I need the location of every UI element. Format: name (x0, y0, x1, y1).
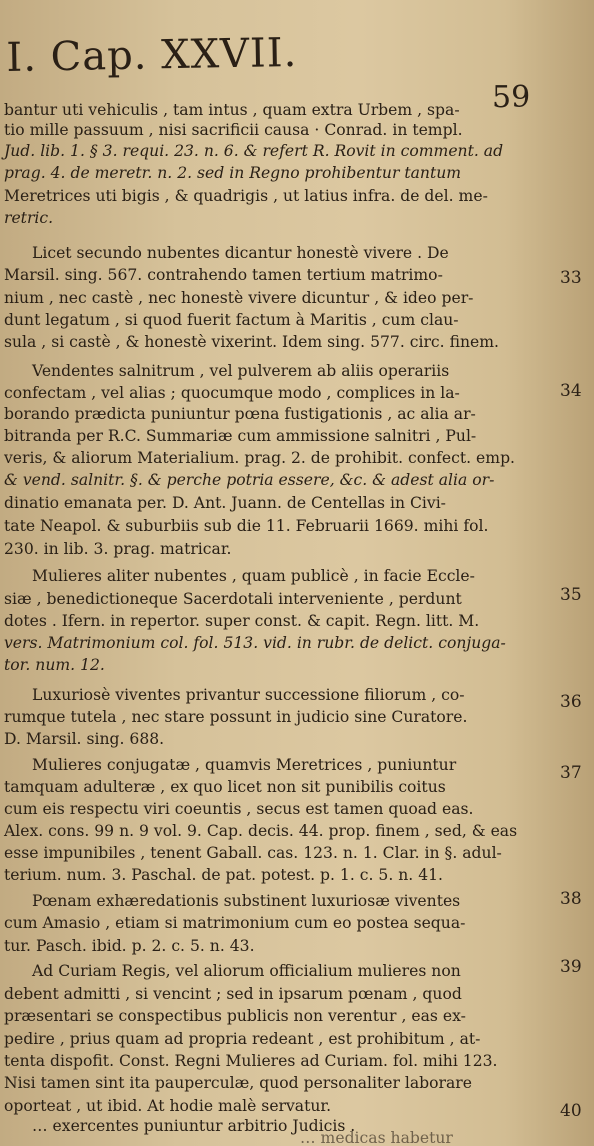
text-line: tor. num. 12. (4, 656, 105, 674)
text-line: prag. 4. de meretr. n. 2. sed in Regno prohibentur tantum (4, 164, 462, 182)
text-line: Nisi tamen sint ita pauperculæ, quod personaliter laborare (4, 1074, 472, 1092)
margin-number: 34 (560, 381, 582, 401)
text-line: tenta dispofit. Const. Regni Mulieres ad Curiam. fol. mihi 123. (4, 1052, 498, 1070)
text-line: Meretrices uti bigis , & quadrigis , ut latius infra. de del. me- (4, 187, 488, 205)
text-line: tamquam adulteræ , ex quo licet non sit punibilis coitus (4, 778, 446, 796)
margin-number: 33 (560, 268, 582, 288)
margin-number: 38 (560, 889, 582, 909)
text-line: dotes . Ifern. in repertor. super const. & capit. Regn. litt. M. (4, 612, 480, 630)
paragraph-first-line: Ad Curiam Regis, vel aliorum officialium mulieres non (32, 962, 461, 980)
text-line: bantur uti vehiculis , tam intus , quam extra Urbem , spa- (4, 101, 460, 119)
text-line: borando prædicta puniuntur pœna fustigationis , ac alia ar- (4, 405, 476, 423)
text-line: esse impunibiles , tenent Gaball. cas. 123. n. 1. Clar. in §. adul- (4, 844, 502, 862)
margin-number: 36 (560, 692, 582, 712)
margin-number-column (560, 0, 594, 1146)
text-line: tur. Pasch. ibid. p. 2. c. 5. n. 43. (4, 937, 255, 955)
text-line: debent admitti , si vencint ; sed in ipsarum pœnam , quod (4, 985, 462, 1003)
text-line: … medicas habetur (300, 1129, 453, 1146)
text-line: nium , nec castè , nec honestè vivere dicuntur , & ideo per- (4, 289, 474, 307)
running-title: I. Cap. XXVII. (6, 29, 298, 81)
text-line: oporteat , ut ibid. At hodie malè servatur. (4, 1097, 332, 1115)
text-line: veris, & aliorum Materialium. prag. 2. de prohibit. confect. emp. (4, 449, 516, 467)
margin-number: 35 (560, 585, 582, 605)
text-line: Marsil. sing. 567. contrahendo tamen tertium matrimo- (4, 266, 443, 284)
margin-number: 37 (560, 763, 582, 783)
text-line: confectam , vel alias ; quocumque modo , complices in la- (4, 384, 460, 402)
text-line: bitranda per R.C. Summariæ cum ammissione salnitri , Pul- (4, 427, 477, 445)
text-line: & vend. salnitr. §. & perche potria essere, &c. & adest alia or- (4, 471, 495, 489)
text-line: cum eis respectu viri coeuntis , secus est tamen quoad eas. (4, 800, 474, 818)
margin-number: 39 (560, 957, 582, 977)
text-line: D. Marsil. sing. 688. (4, 730, 165, 748)
paragraph-first-line: … exercentes puniuntur arbitrio Judicis . (32, 1117, 356, 1135)
text-line: dinatio emanata per. D. Ant. Juann. de Centellas in Civi- (4, 494, 446, 512)
paragraph-first-line: Luxuriosè viventes privantur successione filiorum , co- (32, 686, 465, 704)
text-line: cum Amasio , etiam si matrimonium cum eo postea sequa- (4, 914, 466, 932)
text-line: siæ , benedictioneque Sacerdotali interveniente , perdunt (4, 590, 462, 608)
text-line: rumque tutela , nec stare possunt in judicio sine Curatore. (4, 708, 468, 726)
text-line: vers. Matrimonium col. fol. 513. vid. in rubr. de delict. conjuga- (4, 634, 506, 652)
paragraph-first-line: Mulieres conjugatæ , quamvis Meretrices , puniuntur (32, 756, 457, 774)
paragraph-first-line: Vendentes salnitrum , vel pulverem ab aliis operariis (32, 362, 450, 380)
text-line: Jud. lib. 1. § 3. requi. 23. n. 6. & refert R. Rovit in comment. ad (4, 142, 504, 160)
text-line: præsentari se conspectibus publicis non verentur , eas ex- (4, 1007, 466, 1025)
text-line: retric. (4, 209, 54, 227)
paragraph-first-line: Pœnam exhæredationis substinent luxuriosæ viventes (32, 892, 461, 910)
text-line: 230. in lib. 3. prag. matricar. (4, 540, 232, 558)
text-line: dunt legatum , si quod fuerit factum à Maritis , cum clau- (4, 311, 459, 329)
text-line: tio mille passuum , nisi sacrificii causa · Conrad. in templ. (4, 121, 463, 139)
margin-number: 40 (560, 1101, 582, 1121)
text-line: terium. num. 3. Paschal. de pat. potest. p. 1. c. 5. n. 41. (4, 866, 444, 884)
text-line: sula , si castè , & honestè vixerint. Idem sing. 577. circ. finem. (4, 333, 499, 351)
paragraph-first-line: Mulieres aliter nubentes , quam publicè , in facie Eccle- (32, 567, 475, 585)
paragraph-first-line: Licet secundo nubentes dicantur honestè vivere . De (32, 244, 449, 262)
page-number: 59 (492, 80, 531, 115)
text-line: Alex. cons. 99 n. 9 vol. 9. Cap. decis. 44. prop. finem , sed, & eas (4, 822, 518, 840)
text-line: tate Neapol. & suburbiis sub die 11. Februarii 1669. mihi fol. (4, 517, 489, 535)
text-line: pedire , prius quam ad propria redeant , est prohibitum , at- (4, 1030, 481, 1048)
